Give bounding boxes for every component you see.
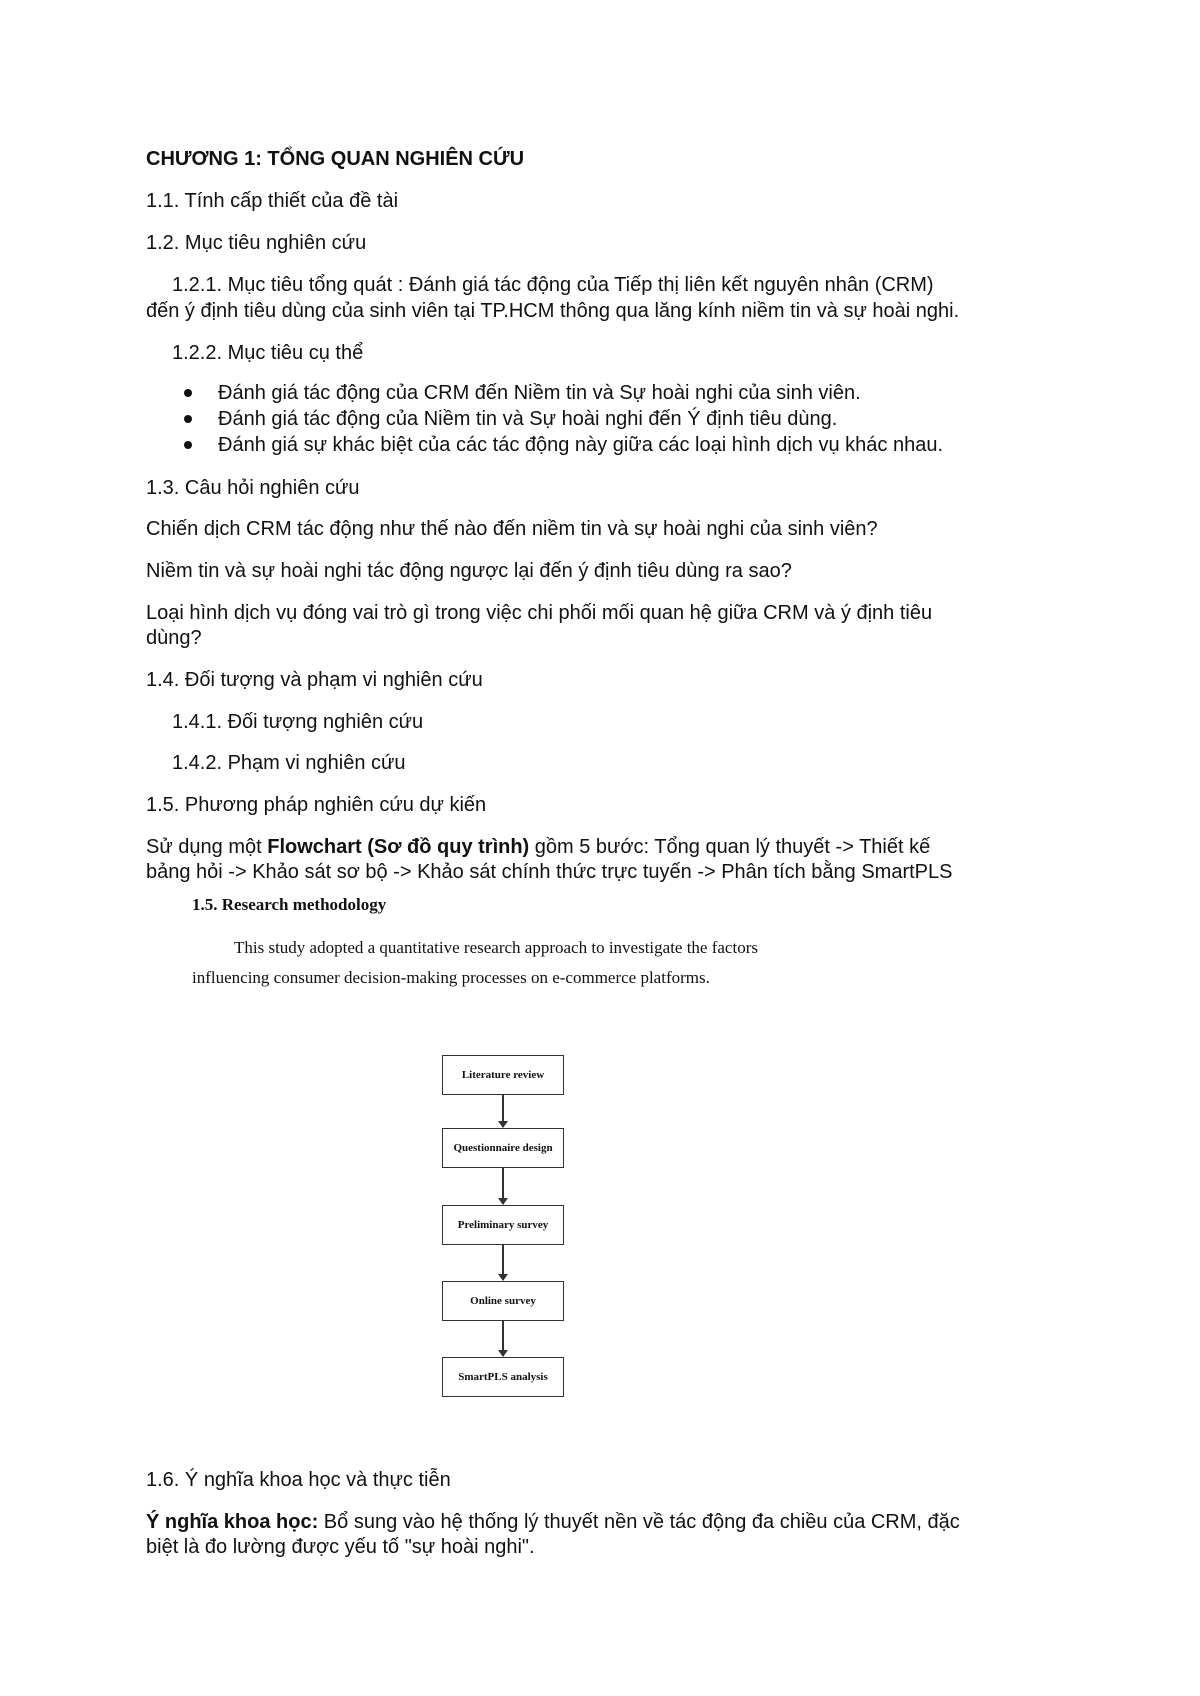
list-item: Đánh giá tác động của Niềm tin và Sự hoài nghi đến Ý định tiêu dùng.	[184, 406, 943, 432]
flow-arrow-icon	[502, 1168, 504, 1204]
flow-arrow-icon	[502, 1245, 504, 1280]
section-1-1: 1.1. Tính cấp thiết của đề tài	[146, 190, 399, 212]
flow-step-literature-review: Literature review	[442, 1055, 564, 1095]
scientific-significance-line2: biệt là đo lường được yếu tố "sự hoài nghi".	[146, 1536, 535, 1558]
figure-text-line2: influencing consumer decision-making processes on e-commerce platforms.	[192, 968, 710, 987]
list-item: Đánh giá tác động của CRM đến Niềm tin và Sự hoài nghi của sinh viên.	[184, 380, 943, 406]
question-3-line2: dùng?	[146, 627, 202, 649]
section-1-2-1-line2: đến ý định tiêu dùng của sinh viên tại TP.HCM thông qua lăng kính niềm tin và sự hoài nghi.	[146, 300, 960, 322]
bullet-icon	[184, 389, 192, 397]
section-1-4-2: 1.4.2. Phạm vi nghiên cứu	[172, 752, 406, 774]
flow-step-questionnaire-design: Questionnaire design	[442, 1128, 564, 1168]
bullet-icon	[184, 441, 192, 449]
question-2: Niềm tin và sự hoài nghi tác động ngược lại đến ý định tiêu dùng ra sao?	[146, 560, 792, 582]
scientific-significance-line1: Ý nghĩa khoa học: Bổ sung vào hệ thống lý thuyết nền về tác động đa chiều của CRM, đặc	[146, 1511, 960, 1533]
scientific-significance-label: Ý nghĩa khoa học:	[146, 1511, 319, 1533]
section-1-5: 1.5. Phương pháp nghiên cứu dự kiến	[146, 794, 487, 816]
section-1-4: 1.4. Đối tượng và phạm vi nghiên cứu	[146, 669, 483, 691]
bullet-icon	[184, 415, 192, 423]
research-methodology-figure	[192, 895, 932, 1420]
flow-step-online-survey: Online survey	[442, 1281, 564, 1321]
section-1-2-2: 1.2.2. Mục tiêu cụ thể	[172, 342, 364, 364]
flow-arrow-icon	[502, 1095, 504, 1127]
flow-step-preliminary-survey: Preliminary survey	[442, 1205, 564, 1245]
figure-title: 1.5. Research methodology	[192, 895, 387, 914]
list-item: Đánh giá sự khác biệt của các tác động này giữa các loại hình dịch vụ khác nhau.	[184, 432, 943, 458]
figure-text-line1: This study adopted a quantitative research approach to investigate the factors	[234, 938, 758, 957]
method-line1: Sử dụng một Flowchart (Sơ đồ quy trình) gồm 5 bước: Tổng quan lý thuyết -> Thiết kế	[146, 836, 931, 858]
flow-step-smartpls-analysis: SmartPLS analysis	[442, 1357, 564, 1397]
flowchart-term: Flowchart (Sơ đồ quy trình)	[267, 836, 530, 858]
question-1: Chiến dịch CRM tác động như thế nào đến niềm tin và sự hoài nghi của sinh viên?	[146, 518, 878, 540]
chapter-title: CHƯƠNG 1: TỔNG QUAN NGHIÊN CỨU	[146, 148, 525, 170]
objectives-list	[184, 380, 943, 458]
section-1-4-1: 1.4.1. Đối tượng nghiên cứu	[172, 711, 424, 733]
section-1-2-1-line1: 1.2.1. Mục tiêu tổng quát : Đánh giá tác động của Tiếp thị liên kết nguyên nhân (CRM)	[172, 274, 934, 296]
section-1-3: 1.3. Câu hỏi nghiên cứu	[146, 477, 360, 499]
question-3-line1: Loại hình dịch vụ đóng vai trò gì trong việc chi phối mối quan hệ giữa CRM và ý định tiêu	[146, 602, 933, 624]
method-line2: bảng hỏi -> Khảo sát sơ bộ -> Khảo sát chính thức trực tuyến -> Phân tích bằng SmartPLS	[146, 861, 953, 883]
section-1-2: 1.2. Mục tiêu nghiên cứu	[146, 232, 367, 254]
section-1-6: 1.6. Ý nghĩa khoa học và thực tiễn	[146, 1469, 451, 1491]
flow-arrow-icon	[502, 1321, 504, 1356]
